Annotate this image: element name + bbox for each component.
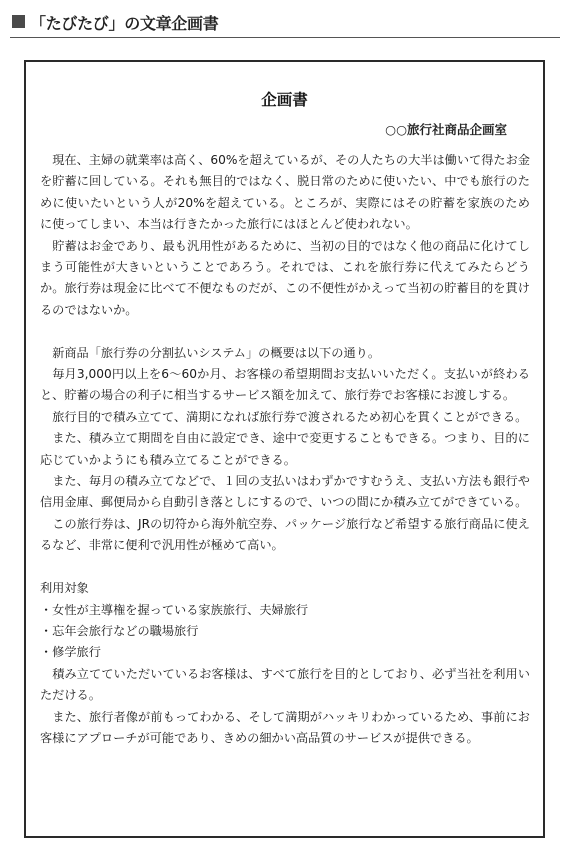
body-paragraph: また、旅行者像が前もってわかる、そして満期がハッキリわかっているため、事前にお客様にアプローチが可能であり、きめの細かい高品質のサービスが提供できる。 [40, 709, 530, 745]
body-paragraph: 毎月3,000円以上を6〜60か月、お客様の希望期間お支払いいただく。支払いが終わると、貯蓄の場合の利子に相当するサービス額を加えて、旅行券でお客様にお渡しする。 [40, 367, 530, 403]
body-paragraph: 現在、主婦の就業率は高く、60%を超えているが、その人たちの大半は働いて得たお金を貯蓄に回している。それも無目的ではなく、脱日常のために使いたい、中でも旅行のために使いたいという人が20%を超えている。ところが、実際にはその貯蓄を家族のために使ってしまい、本当は行きたかった旅行にはほとんど使われない。 [40, 153, 530, 232]
body-paragraph: 旅行目的で積み立てて、満期になれば旅行券で渡されるため初心を貫くことができる。 [52, 409, 528, 424]
body-paragraph: 貯蓄はお金であり、最も汎用性があるために、当初の目的ではなく他の商品に化けてしまう可能性が大きいということであろう。それでは、これを旅行券に代えてみたらどうか。旅行券は現金に比べて不便なものだが、この不便性がかえって当初の貯蓄目的を貫けるのではないか。 [40, 238, 530, 317]
square-bullet-icon [12, 15, 25, 28]
page-header [10, 8, 560, 38]
body-paragraph: ・修学旅行 [40, 645, 101, 660]
body-paragraph: 利用対象 [40, 581, 89, 596]
document-department: ○○旅行社商品企画室 [385, 122, 507, 137]
blank-line [40, 557, 530, 578]
body-paragraph: ・女性が主導権を握っている家族旅行、夫婦旅行 [40, 602, 309, 617]
body-paragraph: ・忘年会旅行などの職場旅行 [40, 623, 199, 638]
body-paragraph: この旅行券は、JRの切符から海外航空券、パッケージ旅行など希望する旅行商品に使えるなど、非常に便利で汎用性が極めて高い。 [40, 516, 530, 553]
blank-line [40, 321, 530, 342]
page-title: 「たびたび」の文章企画書 [30, 14, 219, 33]
body-paragraph: また、毎月の積み立てなどで、１回の支払いはわずかですむうえ、支払い方法も銀行や信用金庫、郵便局から自動引き落としにするので、いつの間にか積み立てができている。 [40, 474, 530, 510]
document-title: 企画書 [261, 91, 308, 109]
body-paragraph: また、積み立て期間を自由に設定でき、途中で変更することもできる。つまり、目的に応じていかようにも積み立てることができる。 [40, 431, 530, 467]
proposal-document [24, 60, 545, 838]
body-paragraph: 新商品「旅行券の分割払いシステム」の概要は以下の通り。 [52, 345, 381, 360]
document-body [40, 150, 530, 749]
body-paragraph: 積み立てていただいているお客様は、すべて旅行を目的としており、必ず当社を利用いただける。 [40, 666, 530, 703]
